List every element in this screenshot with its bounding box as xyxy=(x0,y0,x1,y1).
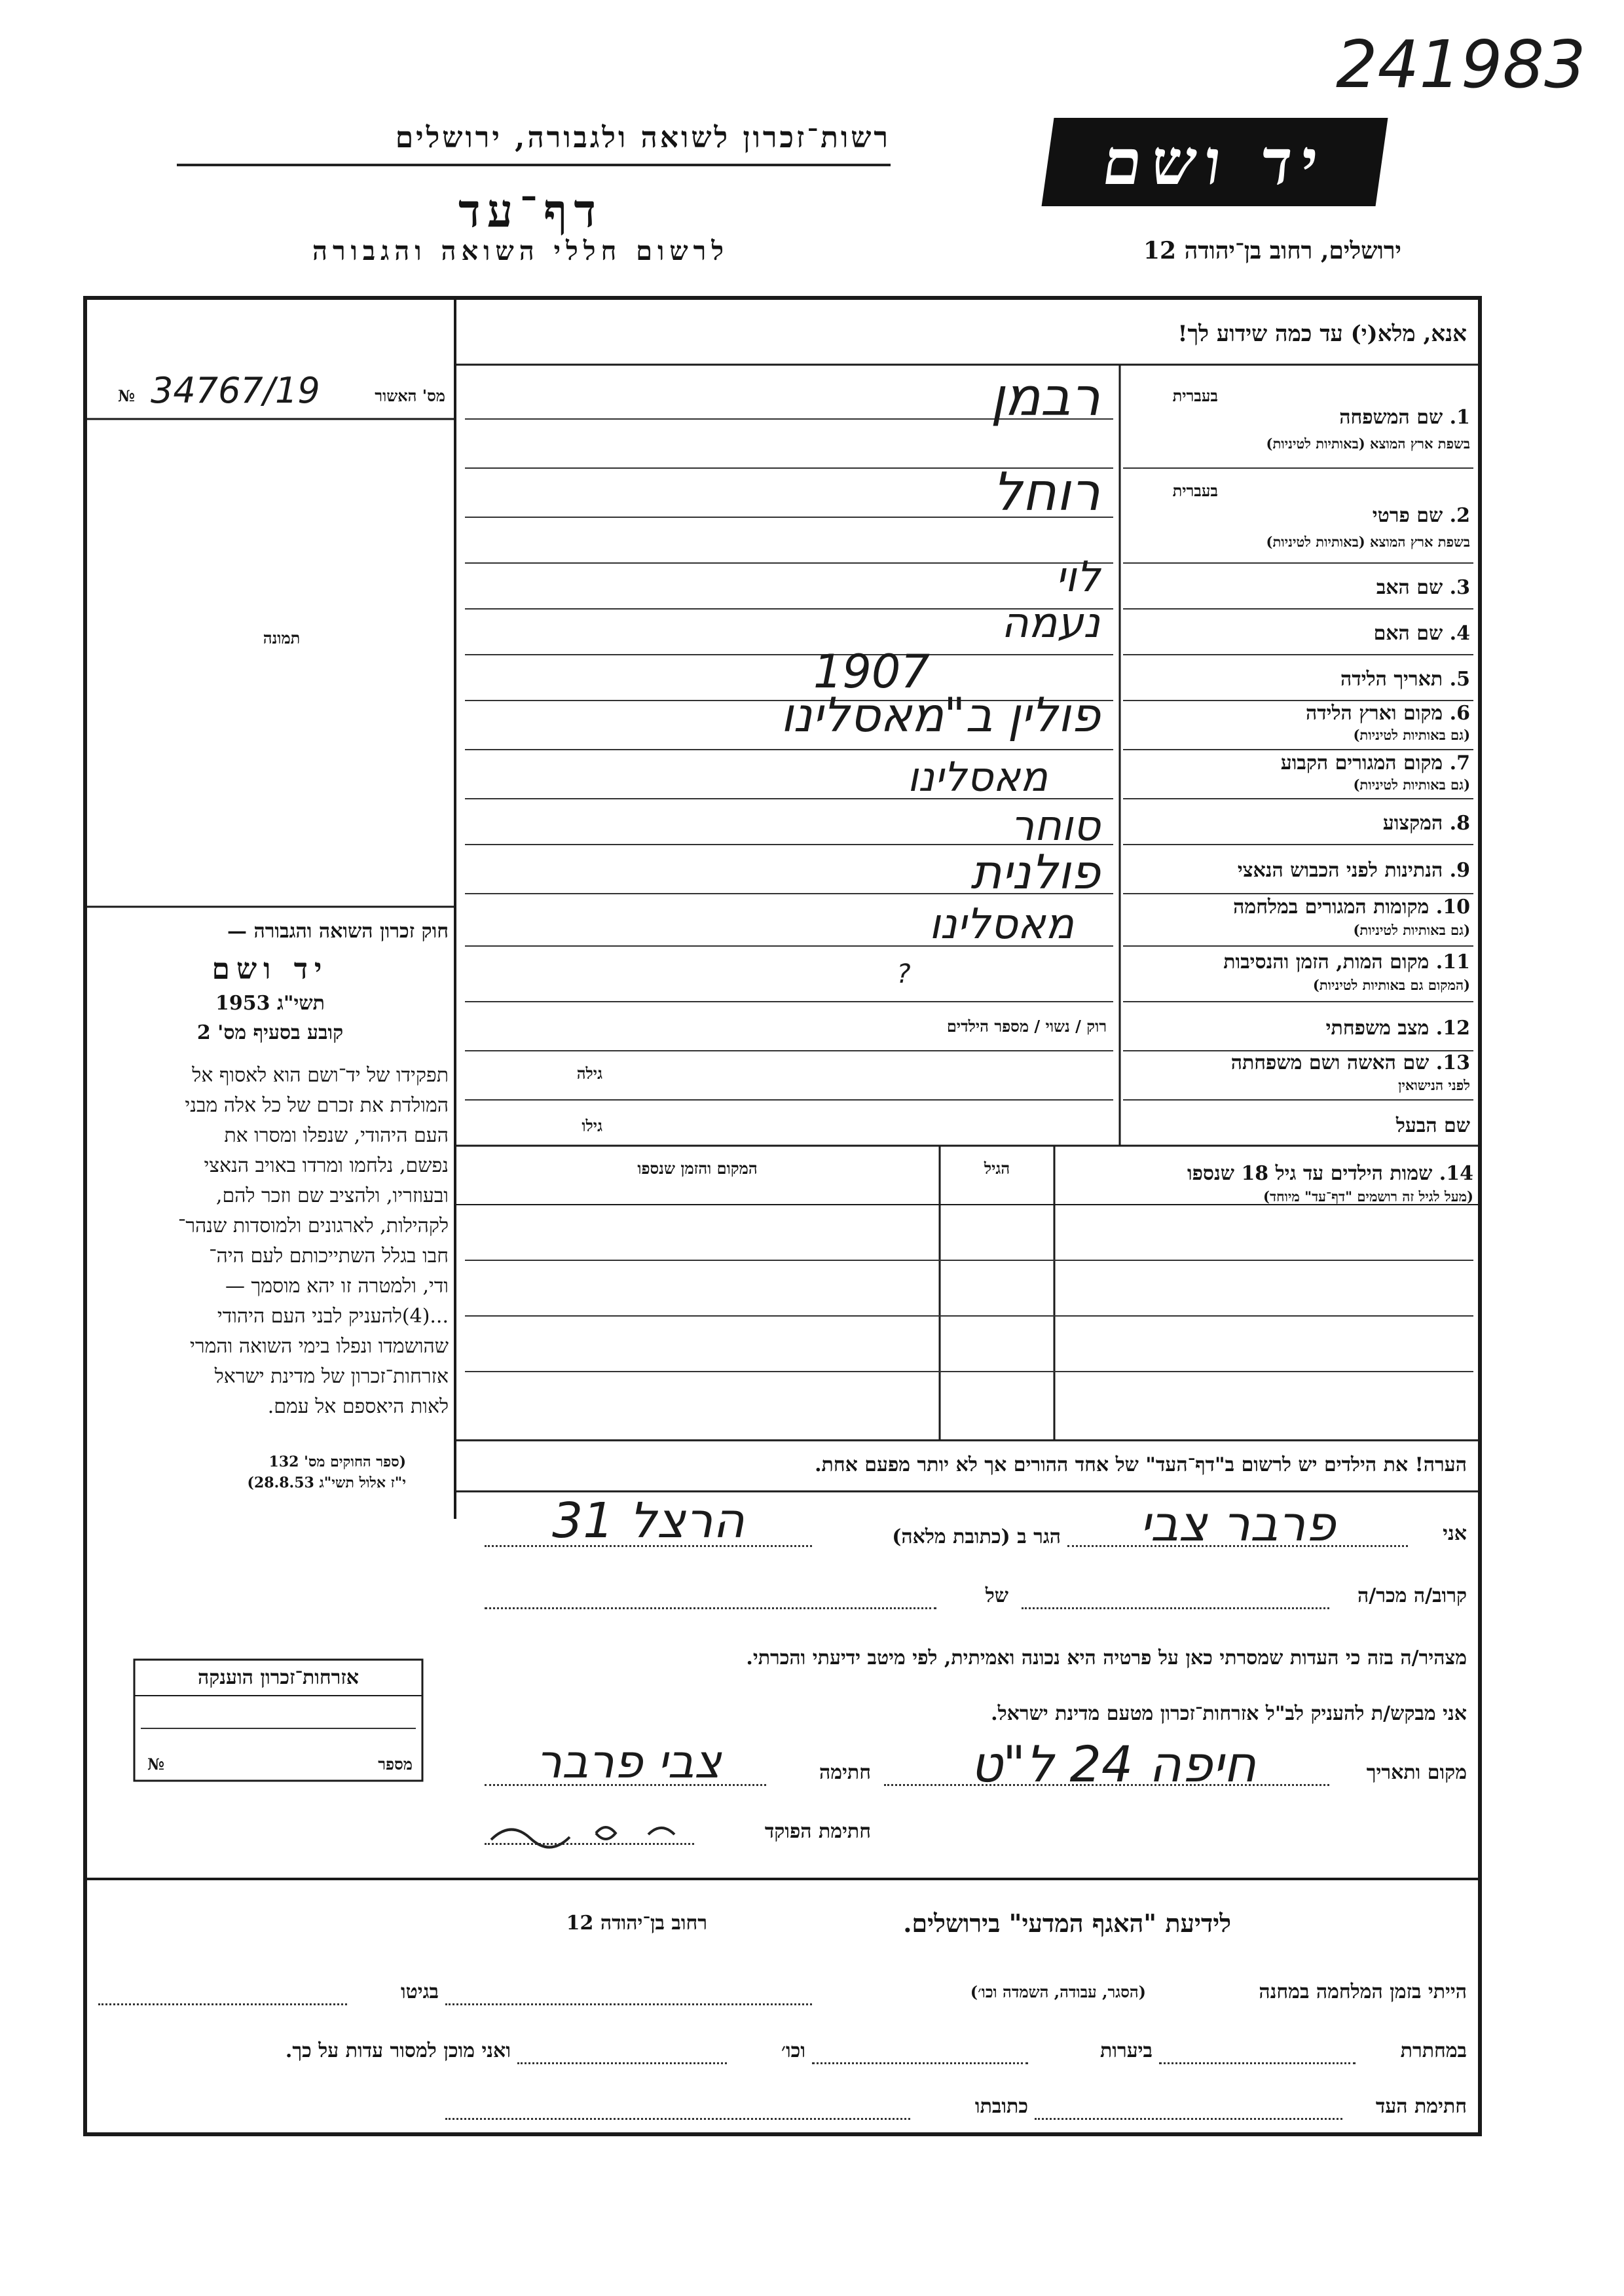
field-2-num: 2. xyxy=(1449,504,1470,527)
law-text-line: ובעוזריו, ולהציב שם וזכר להם, xyxy=(215,1184,449,1207)
nationality-value: פולנית xyxy=(970,845,1100,900)
official-signature-label: חתימת הפוקד xyxy=(764,1820,871,1843)
law-text-line: ודי, ולמטרה זו יהא מוסמך — xyxy=(225,1275,449,1298)
request-text: אני מבקש/ת להעניק לב"ל אזרחות־זכרון מטעם מדינת ישראל. xyxy=(991,1702,1467,1725)
field-5-text: תאריך הלידה xyxy=(1340,668,1443,691)
archive-number: 241983 xyxy=(1336,26,1586,103)
footer-forests-label: ביערות xyxy=(1099,2039,1153,2062)
field-6-text: מקום וארץ הלידה xyxy=(1305,702,1443,725)
field-6-label xyxy=(1126,702,1470,725)
cert-number: 34767/19 xyxy=(151,370,320,411)
birth-place-value: פולין ב"מאסלינו xyxy=(780,687,1100,742)
footer-ghetto-line xyxy=(98,2003,347,2005)
field-4-text: שם האם xyxy=(1373,622,1443,645)
law-section: קובע בסעיף מס' 2 xyxy=(196,1021,344,1044)
footer-witness-address-line xyxy=(445,2118,910,2120)
law-text-line: ...(4)להעניק לבני העם היהודי xyxy=(217,1305,449,1328)
footer-forests-line xyxy=(812,2062,1028,2064)
field-13-num: 13. xyxy=(1435,1051,1470,1074)
of-line xyxy=(485,1607,936,1609)
field-2-lang: בעברית xyxy=(1172,481,1218,500)
field-1-lang: בעברית xyxy=(1172,386,1218,405)
field-2-sub: בשפת ארץ המוצא (באותיות לטיניות) xyxy=(1266,534,1470,550)
children-note: הערה! את הילדים יש לרשום ב"דף־העד" של אחד ההורים אך לא יותר מפעם אחת. xyxy=(815,1453,1467,1476)
field-10-label xyxy=(1126,896,1470,919)
field-9-num: 9. xyxy=(1449,859,1470,882)
field-8-text: המקצוע xyxy=(1382,812,1443,835)
footer-address: רחוב בן־יהודה 12 xyxy=(566,1912,707,1935)
children-col-age: הגיל xyxy=(984,1159,1010,1178)
place-date-value: חיפה 24 ל"ט xyxy=(970,1735,1257,1793)
law-title: חוק זכרון השואה והגבורה — xyxy=(227,920,449,943)
marital-options: רוק / נשוי / מספר הילדים xyxy=(946,1017,1107,1036)
field-1-text: שם המשפחה xyxy=(1339,406,1443,429)
field-8-num: 8. xyxy=(1449,812,1470,835)
law-text-line: המולדת את זכרם של כל אלה מבני xyxy=(185,1094,449,1117)
wartime-residence-value: מאסלינו xyxy=(929,900,1074,949)
field-13-text: שם האשה ושם משפחתה xyxy=(1230,1051,1430,1074)
law-text-block xyxy=(92,1061,449,1422)
field-3-label xyxy=(1126,576,1470,599)
field-1-num: 1. xyxy=(1449,406,1470,429)
children-text: שמות הילדים עד גיל 18 שנספו xyxy=(1187,1162,1433,1185)
field-1-sub: בשפת ארץ המוצא (באותיות לטיניות) xyxy=(1266,435,1470,452)
field-4-label xyxy=(1126,622,1470,645)
field-9-label xyxy=(1126,859,1470,882)
cert-label: מס' האשור xyxy=(375,386,445,405)
photo-label: תמונה xyxy=(263,629,301,647)
field-12-text: מצב משפחתי xyxy=(1325,1017,1430,1040)
field-12-label xyxy=(1126,1017,1470,1040)
place-date-label: מקום ותאריך xyxy=(1366,1761,1467,1784)
wife-age-label: גילה xyxy=(576,1064,602,1083)
field-5-label xyxy=(1126,668,1470,691)
children-sub: (מעל לגיל זה רושמים "דף־עד" מיוחד) xyxy=(1263,1188,1473,1205)
children-col-place: המקום והזמן שנספו xyxy=(637,1159,758,1178)
footer-ghetto-label: בגיטו xyxy=(400,1980,439,2003)
footer-title: לידיעת "האגף המדעי" בירושלים. xyxy=(903,1908,1231,1938)
field-8-label xyxy=(1126,812,1470,835)
residence-value: מאסלינו xyxy=(907,753,1048,801)
law-year: תשי"ג 1953 xyxy=(215,992,325,1015)
footer-camp-types: (הסגר, עבודה, השמדה וכו׳) xyxy=(970,1982,1146,2001)
citizenship-box-title: אזרחות־זכרון הוענקה xyxy=(197,1666,360,1689)
first-name-value: רוחל xyxy=(992,462,1100,522)
declarant-address: הרצל 31 xyxy=(552,1493,745,1549)
declaration-text: מצהיר/ה בזה כי העדות שמסרתי כאן על פרטיה היא נכונה ואמיתית, לפי מיטב ידיעתי והכרתי. xyxy=(746,1647,1467,1669)
field-10-text: מקומות המגורים במלחמה xyxy=(1233,896,1430,919)
footer-camp-line xyxy=(445,2003,812,2005)
law-text-line: נפשם, נלחמו ומרדו באויב הנאצי xyxy=(204,1154,449,1177)
yad-vashem-logo: יד ושם xyxy=(1042,118,1388,206)
citizenship-number-label: מספר xyxy=(378,1755,413,1774)
citizenship-number-prefix: № xyxy=(147,1755,165,1774)
field-13-sub: לפני הנישואין xyxy=(1398,1077,1470,1093)
field-3-num: 3. xyxy=(1449,576,1470,599)
family-name-value: רבמן xyxy=(990,367,1100,428)
footer-witness-signature-line xyxy=(1035,2118,1342,2120)
field-5-num: 5. xyxy=(1449,668,1470,691)
law-text-line: העם היהודי, שנפלו ומסרו את xyxy=(224,1124,449,1147)
authority-name: רשות־זכרון לשואה ולגבורה, ירושלים xyxy=(395,121,891,155)
mother-name-value: נעמה xyxy=(1001,599,1100,647)
field-7-text: מקום המגורים הקבוע xyxy=(1280,752,1443,774)
law-text-line: אזרחות־זכרון של מדינת ישראל xyxy=(214,1365,449,1388)
header-address: ירושלים, רחוב בן־יהודה 12 xyxy=(1143,237,1401,264)
field-10-sub: (גם באותיות לטיניות) xyxy=(1353,922,1470,938)
law-source-1: (ספר החוקים מס' 132 xyxy=(268,1453,406,1470)
field-4-num: 4. xyxy=(1449,622,1470,645)
field-2-label xyxy=(1126,504,1470,527)
law-text-line: שהושמדו ונפלו בימי השואה והמרי xyxy=(189,1335,449,1358)
field-1-label xyxy=(1126,406,1470,429)
husband-label: שם הבעל xyxy=(1395,1114,1470,1137)
cert-prefix: № xyxy=(118,386,136,405)
children-label xyxy=(1061,1162,1473,1185)
declarant-label: אני xyxy=(1443,1522,1467,1545)
intro-line: אנא, מלא(י) עד כמה שידוע לך! xyxy=(1177,321,1467,347)
footer-camp-label: הייתי בזמן המלחמה במחנה xyxy=(1259,1980,1467,2003)
field-7-sub: (גם באותיות לטיניות) xyxy=(1353,776,1470,793)
law-text-line: לקהילות, לארגונים ולמוסדות שנהר־ xyxy=(177,1214,449,1237)
field-11-num: 11. xyxy=(1435,951,1470,974)
occupation-value: סוחר xyxy=(1010,802,1100,850)
children-num: 14. xyxy=(1439,1162,1473,1185)
law-source-2: י"ז אלול תשי"ג 28.8.53) xyxy=(247,1474,406,1491)
field-13-label xyxy=(1126,1051,1470,1074)
footer-etc-label: וכו׳ xyxy=(781,2039,805,2062)
footer-witness-signature-label: חתימת העד xyxy=(1375,2095,1467,2118)
field-6-sub: (גם באותיות לטיניות) xyxy=(1353,727,1470,743)
law-logo: יד ושם xyxy=(212,953,329,986)
form-subtitle: לרשום חללי השואה והגבורה xyxy=(312,236,729,266)
field-11-sub: (המקום גם באותיות לטיניות) xyxy=(1312,977,1470,993)
husband-age-label: גילו xyxy=(581,1116,602,1135)
law-text-line: חבו בגלל השתייכותם לעם היה־ xyxy=(209,1245,449,1267)
declarant-name: פרבר צבי xyxy=(1139,1496,1336,1552)
of-label: של xyxy=(985,1584,1008,1607)
signature-value: צבי פרבר xyxy=(536,1735,722,1789)
field-11-text: מקום המות, הזמן והנסיבות xyxy=(1223,951,1430,974)
field-7-label xyxy=(1126,752,1470,774)
form-title: דף־עד xyxy=(458,183,602,238)
field-9-text: הנתינות לפני הכבוש הנאצי xyxy=(1237,859,1443,882)
footer-witness-address-label: כתובתו xyxy=(974,2095,1028,2118)
footer-willing-text: ואני מוכן למסור עדות על כך. xyxy=(285,2039,511,2062)
field-12-num: 12. xyxy=(1435,1017,1470,1040)
signature-label: חתימה xyxy=(819,1761,871,1784)
footer-underground-line xyxy=(1159,2062,1356,2064)
relative-label: קרוב/ה מכר/ה xyxy=(1357,1584,1467,1607)
resident-label: הגר ב (כתובת מלאה) xyxy=(892,1525,1061,1548)
death-place-value: ? xyxy=(896,959,911,989)
father-name-value: לוי xyxy=(1055,553,1100,602)
field-10-num: 10. xyxy=(1435,896,1470,919)
field-3-text: שם האב xyxy=(1376,576,1443,599)
field-7-num: 7. xyxy=(1449,752,1470,774)
footer-underground-label: במחתרת xyxy=(1400,2039,1467,2062)
law-text-line: תפקידו של יד־ושם הוא לאסוף אל xyxy=(192,1064,449,1087)
field-6-num: 6. xyxy=(1449,702,1470,725)
footer-etc-line xyxy=(517,2062,727,2064)
official-signature-scribble xyxy=(485,1813,701,1853)
law-text-line: לאות היאספם אל עמם. xyxy=(267,1395,449,1418)
relative-line xyxy=(1022,1607,1329,1609)
field-2-text: שם פרטי xyxy=(1372,504,1443,527)
field-11-label xyxy=(1126,951,1470,974)
birth-date-value: 1907 xyxy=(813,645,930,699)
